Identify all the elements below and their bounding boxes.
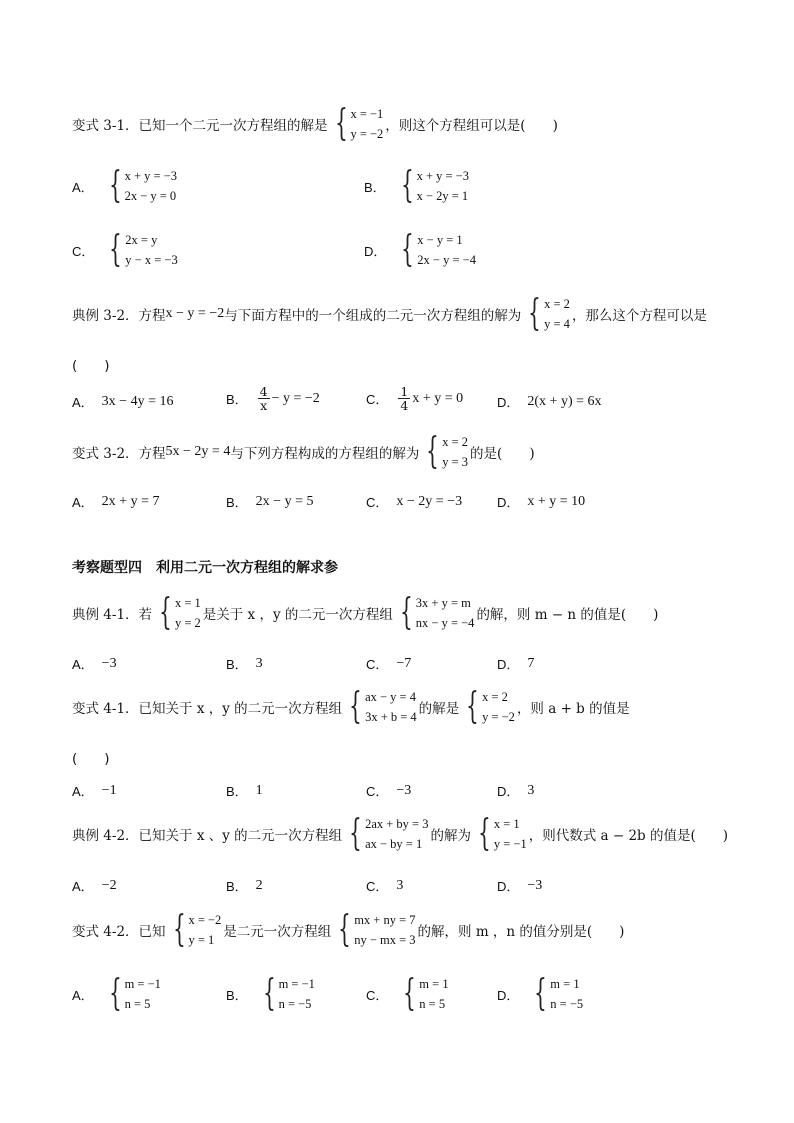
brace-icon: { [528,293,541,334]
brace-icon: { [478,813,491,854]
option-b[interactable]: B． 1 [226,782,263,799]
option-a[interactable]: A． { x + y = −3 2x − y = 0 [72,165,177,206]
equation: 5x − 2y = 4 [165,444,231,459]
option-a[interactable]: A． 3x − 4y = 16 [72,393,174,410]
brace-icon: { [466,686,479,727]
option-d[interactable]: D． 3 [497,782,535,799]
option-b[interactable]: B． $\frac{4}{x}$ − y = −2 [226,384,320,413]
question-v4-2: 变式 4-2．已知 { x = −2 y = 1 是二元一次方程组 { mx + ny = 7 ny − mx = 3 的解，则 m ，n 的值分别是( ) [72,909,625,950]
option-b[interactable]: B． 3 [226,655,263,672]
option-d[interactable]: D． { m = 1 n = −5 [497,973,584,1014]
option-a[interactable]: A． −1 [72,782,117,799]
question-tail: ，则这个方程组可以是( ) [385,118,558,134]
option-c[interactable]: C． { m = 1 n = 5 [366,973,449,1014]
solution-system: { x = −1 y = −2 [334,103,384,144]
option-d[interactable]: D． { x − y = 1 2x − y = −4 [364,229,476,270]
option-b[interactable]: B． { x + y = −3 x − 2y = 1 [364,165,469,206]
brace-icon: { [108,165,122,206]
option-a[interactable]: A． 2x + y = 7 [72,493,160,510]
option-b[interactable]: B． { m = −1 n = −5 [226,973,315,1014]
question-v3-1 [72,104,558,144]
question-v4-1: 变式 4-1．已知关于 x ，y 的二元一次方程组 { ax − y = 4 3x + b = 4 的解是 { x = 2 y = −2 ，则 a + b 的值是 [72,686,630,727]
option-d[interactable]: D． x + y = 10 [497,493,586,510]
brace-icon: { [349,813,362,854]
option-d[interactable]: D． −3 [497,877,543,894]
brace-icon: { [426,431,440,472]
option-c[interactable]: C． 3 [366,877,404,894]
option-c[interactable]: C． x − 2y = −3 [366,493,463,510]
option-a[interactable]: A． −2 [72,877,117,894]
brace-icon: { [400,165,414,206]
brace-icon: { [400,592,413,633]
brace-icon: { [401,229,415,270]
brace-icon: { [403,973,417,1014]
brace-icon: { [108,973,122,1014]
question-v3-2: 变式 3-2．方程 5x − 2y = 4 与下列方程构成的方程组的解为 { x = 2 y = 3 的是( ) [72,431,535,472]
option-b[interactable]: B． 2x − y = 5 [226,493,314,510]
fraction: $\frac{1}{4}$ [400,384,409,413]
question-d4-2: 典例 4-2．已知关于 x 、y 的二元一次方程组 { 2ax + by = 3 ax − by = 1 的解为 { x = 1 y = −1 ，则代数式 a − 2b 的值是( ) [72,813,729,854]
brace-icon: { [109,229,123,270]
question-d4-1: 典例 4-1．若 { x = 1 y = 2 是关于 x ，y 的二元一次方程组 { 3x + y = m nx − y = −4 的解，则 m − n 的值是( ) [72,592,659,633]
answer-paren: ( ) [72,751,110,767]
answer-paren: ( ) [72,358,110,374]
fraction: $\frac{4}{x}$ [259,384,268,413]
brace-icon: { [172,909,186,950]
option-d[interactable]: D． 2(x + y) = 6x [497,393,602,410]
brace-icon: { [338,909,352,950]
option-c[interactable]: C． $\frac{1}{4}$ x + y = 0 [366,384,464,413]
option-a[interactable]: A． { m = −1 n = 5 [72,973,161,1014]
option-c[interactable]: C． −3 [366,782,412,799]
option-b[interactable]: B． 2 [226,877,263,894]
brace-icon: { [334,103,348,144]
brace-icon: { [159,592,172,633]
option-d[interactable]: D． 7 [497,655,535,672]
question-d3-2: 典例 3-2．方程 x − y = −2 与下面方程中的一个组成的二元一次方程组的解为 { x = 2 y = 4 ，那么这个方程可以是 [72,293,707,334]
option-a[interactable]: A． −3 [72,655,117,672]
question-label: 变式 3-1．已知一个二元一次方程组的解是 [72,118,328,134]
brace-icon: { [534,973,548,1014]
section-heading: 考察题型四 利用二元一次方程组的解求参 [72,560,338,576]
brace-icon: { [349,686,362,727]
equation: x − y = −2 [165,306,225,321]
option-c[interactable]: C． { 2x = y y − x = −3 [72,229,178,270]
option-c[interactable]: C． −7 [366,655,412,672]
brace-icon: { [262,973,276,1014]
